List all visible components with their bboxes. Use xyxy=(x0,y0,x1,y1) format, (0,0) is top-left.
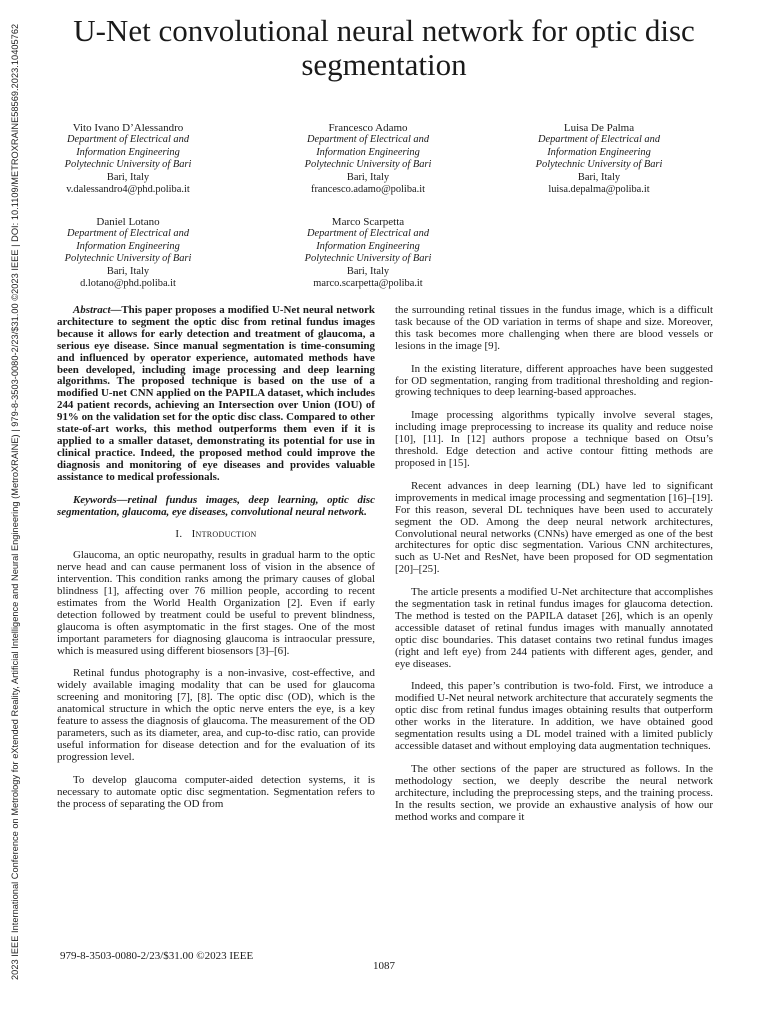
author-3 xyxy=(499,122,699,196)
author-name: Vito Ivano D’Alessandro xyxy=(72,122,184,134)
abstract-lead: Abstract xyxy=(73,304,111,316)
author-university: Polytechnic University of Bari xyxy=(304,159,432,171)
author-dept: Information Engineering xyxy=(316,240,420,252)
keywords-lead: Keywords xyxy=(73,493,117,506)
paragraph: Retinal fundus photography is a non-invasive, cost-effective, and widely available imaging modality that can be used for glaucoma screening and monitoring [7], [8]. The optic disc (OD), which is the anatomical structure in which the optic nerve enters the eye, is a key feature to assess the diagnosis of glaucoma. The measurement of the OD parameters, such as its diameter, area, and cup-to-disc ratio, can provide useful information for disease detection and for the evaluation of its progression level. xyxy=(57,667,375,763)
author-dept: Department of Electrical and xyxy=(66,134,190,146)
keywords-text: —retinal fundus images, deep learning, optic disc segmentation, glaucoma, eye diseases, convolutional neural network. xyxy=(57,493,375,518)
author-dept: Information Engineering xyxy=(76,240,180,252)
section-title: Introduction xyxy=(191,528,257,541)
author-name: Luisa De Palma xyxy=(563,122,635,134)
abstract-text: —This paper proposes a modified U-Net neural network architecture to segment the optic disc from retinal fundus images because it allows for early detection and treatment of glaucoma, a serious eye disease. Since manual segmentation is time-consuming and influenced by operator experience, automated methods have been developed, including image processing and deep learning algorithms. The proposed technique is based on the use of a modified U-net CNN applied on the PAPILA dataset, which includes 244 patient records, achieving an Intersection over Union (IOU) of 91% on the validation set for the optic disc class. Compared to other state-of-art works, this method outperforms them even if it is applied to a smaller dataset, demonstrating its potential for use in clinical practice. Indeed, the proposed method could improve the diagnosis and monitoring of eye diseases and provides valuable assistance to medical professionals. xyxy=(57,304,375,483)
author-university: Polytechnic University of Bari xyxy=(64,253,192,265)
author-dept: Information Engineering xyxy=(316,146,420,158)
author-dept: Information Engineering xyxy=(76,146,180,158)
author-city: Bari, Italy xyxy=(346,265,390,277)
author-university: Polytechnic University of Bari xyxy=(304,253,432,265)
paper-title: U-Net convolutional neural network for optic disc segmentation xyxy=(73,13,695,82)
section-heading xyxy=(57,529,375,541)
paragraph: Image processing algorithms typically involve several stages, including image preprocessing to increase its quality and reduce noise [10], [11]. In [12] authors propose a technique based on Otsu’s threshold. Edge detection and active contour fitting methods are proposed in [15]. xyxy=(395,409,713,469)
author-2 xyxy=(268,122,468,196)
author-4 xyxy=(28,216,228,290)
paragraph: Recent advances in deep learning (DL) have led to significant improvements in medical image processing and segmentation [16]–[19]. For this reason, several DL techniques have been used to accurately segment the OD. Among the deep neural network architectures, Convolutional neural networks (CNNs) have emerged as one of the best architectures for optic disc segmentation. Various CNN architectures, such as U-Net and ResNet, have been proposed for OD segmentation [20]–[25]. xyxy=(395,479,713,576)
author-email: marco.scarpetta@poliba.it xyxy=(313,278,423,290)
author-name: Francesco Adamo xyxy=(328,122,408,134)
doi-sidebar: 2023 IEEE International Conference on Metrology for eXtended Reality, Artificial Intelligence and Neural Engineering (MetroXRAINE) | 979-8-3503-0080-2/23/$31.00 ©2023 IEEE | DOI: 10.1109/METROXRAINE58569.2023.10405762 xyxy=(10,23,20,980)
paragraph: the surrounding retinal tissues in the fundus image, which is a difficult task because of the OD variation in terms of shape and size. Moreover, this task becomes more challenging when there are blood vessels or lesions in the image [9]. xyxy=(395,304,713,352)
paragraph: Glaucoma, an optic neuropathy, results in gradual harm to the optic nerve head and can cause permanent loss of vision in the absence of intervention. This condition ranks among the primary causes of global blindness [1], affecting over 76 million people, according to recent estimates from the World Health Organization [2]. Even if early detection followed by treatment could be useful to prevent blindness, glaucoma is often asymptomatic in the first stages. One of the most important parameters for diagnosing glaucoma is intraocular pressure, which is measured using different biosensors [3]–[6]. xyxy=(57,549,375,657)
left-column xyxy=(57,305,375,821)
author-university: Polytechnic University of Bari xyxy=(64,159,192,171)
author-email: francesco.adamo@poliba.it xyxy=(310,184,425,196)
author-dept: Department of Electrical and xyxy=(306,228,430,240)
author-dept: Department of Electrical and xyxy=(306,134,430,146)
section-number: I. xyxy=(175,528,183,541)
page-number: 1087 xyxy=(373,960,395,972)
author-dept: Information Engineering xyxy=(547,146,651,158)
author-name: Daniel Lotano xyxy=(96,216,160,228)
author-city: Bari, Italy xyxy=(346,171,390,183)
author-email: luisa.depalma@poliba.it xyxy=(548,184,650,196)
author-1 xyxy=(28,122,228,196)
author-university: Polytechnic University of Bari xyxy=(535,159,663,171)
paragraph: In the existing literature, different approaches have been suggested for OD segmentation, ranging from traditional thresholding and region-growing techniques to deep learning-based approaches. xyxy=(395,362,713,399)
author-city: Bari, Italy xyxy=(106,171,150,183)
copyright-footer: 979-8-3503-0080-2/23/$31.00 ©2023 IEEE xyxy=(60,950,254,962)
author-email: v.dalessandro4@phd.poliba.it xyxy=(66,184,190,196)
author-city: Bari, Italy xyxy=(577,171,621,183)
paragraph: The other sections of the paper are structured as follows. In the methodology section, we deeply describe the neural network architecture, including the preprocessing steps, and the training process. In the results section, we provide an exhaustive analysis of how our method works and compare it xyxy=(395,762,713,823)
keywords xyxy=(57,495,375,519)
right-column xyxy=(395,305,713,834)
abstract xyxy=(57,305,375,484)
paragraph: To develop glaucoma computer-aided detection systems, it is necessary to automate optic disc segmentation. Segmentation refers to the process of separating the OD from xyxy=(57,773,375,810)
author-5 xyxy=(268,216,468,290)
author-name: Marco Scarpetta xyxy=(331,216,405,228)
author-dept: Department of Electrical and xyxy=(66,228,190,240)
paragraph: The article presents a modified U-Net architecture that accomplishes the segmentation task in retinal fundus images for glaucoma detection. The method is tested on the PAPILA dataset [26], which is an openly accessible dataset of retinal fundus images with manually annotated optic disc boundaries. This dataset contains two retinal fundus images (right and left eye) from 244 patients with different ages, gender, and eye diseases. xyxy=(395,586,713,670)
author-email: d.lotano@phd.poliba.it xyxy=(80,278,176,290)
paragraph: Indeed, this paper’s contribution is two-fold. First, we introduce a modified U-Net neural network architecture that accurately segments the optic disc from retinal fundus images obtaining results that outperform other works in the literature. In addition, we have obtained good segmentation results using a DL model trained with a limited publicly accessible dataset and without employing data augmentation techniques. xyxy=(395,680,713,752)
author-dept: Department of Electrical and xyxy=(537,134,661,146)
author-city: Bari, Italy xyxy=(106,265,150,277)
